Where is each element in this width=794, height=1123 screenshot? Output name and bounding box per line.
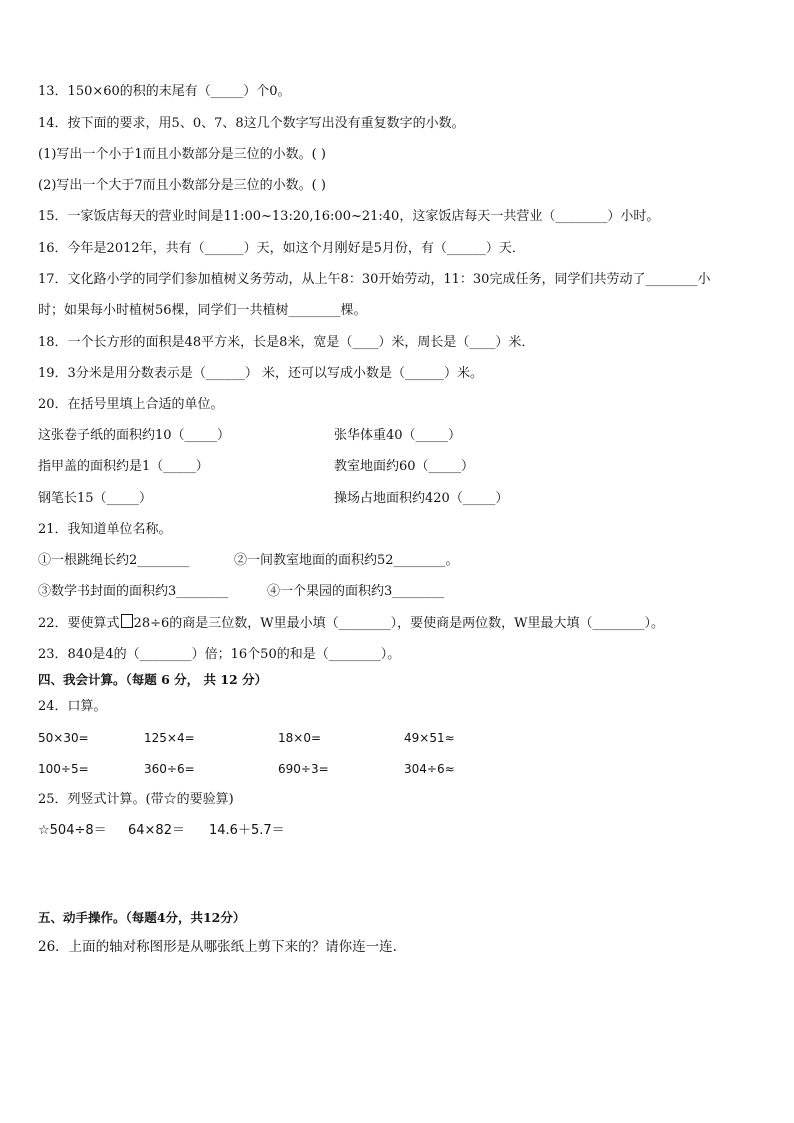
- mental-math-item: 100÷5=: [38, 762, 89, 776]
- q20-item: 教室地面约60（_____）: [334, 459, 475, 474]
- question-14-part-2: (2)写出一个大于7而且小数部分是三位的小数。( ): [38, 178, 326, 193]
- q20-item: 指甲盖的面积约是1（_____）: [38, 459, 209, 474]
- mental-math-item: 49×51≈: [404, 731, 455, 745]
- q21-item: ③数学书封面的面积约3________: [38, 584, 229, 599]
- q22-suffix: 28÷6的商是三位数，W里最小填（________），要使商是两位数，W里最大填（________）。: [133, 616, 664, 631]
- question-25: 25．列竖式计算。(带☆的要验算): [38, 792, 234, 807]
- section-4-heading: 四、我会计算。（每题 6 分， 共 12 分）: [38, 672, 268, 687]
- blank-square-icon: [121, 614, 133, 628]
- question-17-line-2: 时；如果每小时植树56棵，同学们一共植树________棵。: [38, 303, 367, 318]
- mental-math-item: 125×4=: [144, 731, 195, 745]
- section-5-heading: 五、动手操作。（每题4分，共12分）: [38, 910, 246, 925]
- q20-item: 这张卷子纸的面积约10（_____）: [38, 428, 231, 443]
- question-18: 18．一个长方形的面积是48平方米，长是8米，宽是（____）米，周长是（____）米．: [38, 335, 535, 350]
- vertical-calc-item: 14.6＋5.7＝: [209, 823, 285, 838]
- mental-math-item: 18×0=: [278, 731, 322, 745]
- mental-math-item: 50×30=: [38, 731, 89, 745]
- q21-item: ④一个果园的面积约3________: [267, 584, 445, 599]
- question-24: 24．口算。: [38, 699, 107, 714]
- vertical-calc-item: ☆504÷8＝: [38, 823, 107, 838]
- q20-item: 钢笔长15（_____）: [38, 491, 153, 506]
- mental-math-item: 360÷6=: [144, 762, 195, 776]
- q20-item: 操场占地面积约420（_____）: [334, 491, 509, 506]
- q22-prefix: 22．要使算式: [38, 616, 120, 631]
- question-14: 14．按下面的要求，用5、0、7、8这几个数字写出没有重复数字的小数。: [38, 116, 465, 131]
- q20-item: 张华体重40（_____）: [334, 428, 462, 443]
- question-17-line-1: 17．文化路小学的同学们参加植树义务劳动，从上午8：30开始劳动，11：30完成任务，同学们共劳动了________小: [38, 272, 711, 287]
- mental-math-item: 690÷3=: [278, 762, 329, 776]
- question-23: 23．840是4的（________）倍；16个50的和是（________）。: [38, 647, 401, 662]
- question-16: 16．今年是2012年，共有（______）天，如这个月刚好是5月份，有（______）天．: [38, 241, 525, 256]
- question-26: 26．上面的轴对称图形是从哪张纸上剪下来的？请你连一连.: [38, 939, 397, 955]
- question-19: 19．3分米是用分数表示是（______） 米，还可以写成小数是（______）米。: [38, 366, 483, 381]
- mental-math-item: 304÷6≈: [404, 762, 455, 776]
- question-20: 20．在括号里填上合适的单位。: [38, 397, 224, 412]
- q21-item: ②一间教室地面的面积约52________。: [234, 553, 459, 568]
- question-14-part-1: (1)写出一个小于1而且小数部分是三位的小数。( ): [38, 147, 326, 162]
- q21-item: ①一根跳绳长约2________: [38, 553, 190, 568]
- question-15: 15．一家饭店每天的营业时间是11:00~13:20,16:00~21:40，这家饭店每天一共营业（________）小时。: [38, 209, 660, 224]
- vertical-calc-item: 64×82＝: [128, 823, 185, 838]
- question-21: 21．我知道单位名称。: [38, 522, 172, 537]
- question-22: [38, 614, 664, 633]
- question-13: 13．150×60的积的末尾有（_____）个0。: [38, 84, 291, 99]
